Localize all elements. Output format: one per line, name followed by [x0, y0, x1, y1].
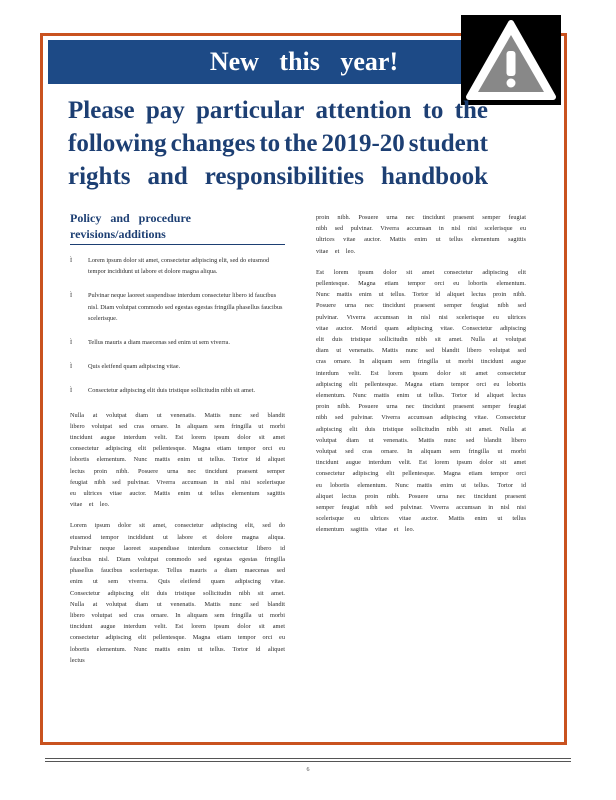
page-headline — [68, 94, 488, 193]
body-paragraph: proin nibh. Posuere urna nec tincidunt praesent semper feugiat nibh sed pulvinar. Viverra accumsan in nisl nisi scelerisque eu ultrices vitae auctor. Mattis enim ut tellus elementum sagittis vitae et leo. — [316, 214, 526, 255]
bullet-icon: Ì — [70, 363, 73, 371]
bullet-item — [70, 385, 285, 396]
section-title: Policy and procedure revisions/additions — [70, 210, 285, 245]
headline-word: changes — [170, 130, 256, 157]
banner-title: New this year! — [48, 40, 560, 84]
bullet-item — [70, 361, 285, 372]
headline-word: pay — [145, 97, 185, 124]
left-column — [70, 210, 285, 676]
bullet-item — [70, 290, 285, 324]
headline-word: particular — [195, 97, 305, 124]
revision-bullet-list — [70, 255, 285, 397]
right-column — [316, 212, 526, 546]
bullet-text: Consectetur adipiscing elit duis tristique sollicitudin nibh sit amet. — [88, 387, 256, 395]
headline-word: student — [408, 130, 488, 157]
bullet-icon: Ì — [70, 257, 73, 264]
footer-rule — [45, 758, 571, 759]
headline-word: following — [68, 130, 167, 157]
warning-triangle-icon — [461, 15, 561, 105]
headline-word: rights — [68, 163, 131, 190]
body-paragraph: Est lorem ipsum dolor sit amet consectetur adipiscing elit pellentesque. Magna etiam tempor orci eu lobortis elementum. Nunc mattis enim ut tellus. Tortor id aliquet lectus proin nibh. Posuere urna nec tincidunt praesent semper feugiat nibh sed pulvinar. Viverra accumsan in nisl nisi scelerisque eu ultrices vitae auctor. Morid quam adipiscing vitae. Consectetur adipiscing elit duis tristique sollicitudin nibh sit amet. Nulla at volutpat diam ut venenatis. Mattis nunc sed blandit libero volutpat sed cras ornare. In aliquam sem fringilla ut morbi tincidunt augue interdum velit. Est lorem ipsum dolor sit amet consectetur adipiscing elit pellentesque. Magna etiam tempor orci eu lobortis elementum. Nunc mattis enim ut tellus. Tortor id aliquet lectus proin nibh. Posuere urna nec tincidunt praesent semper feugiat nibh sed pulvinar. Viverra accumsan adipiscing vitae. Consectetur adipiscing elit duis tristique sollicitudin nibh sit amet. Nulla at volutpat diam ut venenatis. Mattis nunc sed blandit libero volutpat sed cras ornare. In aliquam sem fringilla ut morbi tincidunt augue interdum velit. Est lorem ipsum dolor sit amet consectetur adipiscing elit pellentesque. Magna etiam tempor orci eu lobortis elementum. Nunc mattis enim ut tellus. Tortor id aliquet lectus proin nibh. Posuere urna nec tincidunt praesent semper feugiat nibh sed pulvinar. Viverra accumsan in nisl nisi scelerisque eu ultrices vitae auctor. Mattis enim ut tellus elementum sagittis vitae et leo. — [316, 268, 526, 534]
bullet-icon: Ì — [70, 292, 73, 300]
headline-line — [68, 160, 488, 193]
bullet-icon: Ì — [70, 339, 73, 347]
bullet-icon: Ì — [70, 387, 73, 395]
headline-word: 2019-20 — [321, 130, 405, 157]
headline-word: the — [284, 130, 318, 157]
headline-word: to — [422, 97, 444, 124]
headline-word: and — [147, 163, 188, 190]
headline-word: attention — [315, 97, 412, 124]
bullet-text: Pulvinar neque laoreet suspendisse interdum consectetur libero id faucibus nisl. Diam volutpat commodo sed egestas egestas fringilla phasellus faucibus scelerisque. — [88, 292, 283, 322]
bullet-text: Tellus mauris a diam maecenas sed enim ut sem viverra. — [88, 339, 230, 347]
body-paragraph: Lorem ipsum dolor sit amet, consectetur adipiscing elit, sed do eiusmod tempor incididunt ut labore et dolore magna aliqua. Pulvinar neque laoreet suspendisse interdum consectetur libero id faucibus nisl. Diam volutpat commodo sed egestas egestas fringilla phasellus faucibus scelerisque. Tellus mauris a diam maecenas sed enim ut sem viverra. Quis eleifend quam adipiscing vitae. Consectetur adipiscing elit duis tristique sollicitudin nibh sit amet. Nulla at volutpat diam ut venenatis. Mattis nunc sed blandit libero volutpat sed cras ornare. In aliquam sem fringilla ut morbi tincidunt augue interdum velit. Est lorem ipsum dolor sit amet consectetur adipiscing elit pellentesque. Magna etiam tempor orci eu lobortis elementum. Nunc mattis enim ut tellus. Tortor id aliquet lectus — [70, 522, 285, 664]
headline-word: Please — [68, 97, 135, 124]
bullet-item — [70, 337, 285, 348]
page-number: 6 — [306, 767, 310, 773]
headline-line — [68, 127, 488, 160]
headline-line — [68, 94, 488, 127]
bullet-item — [70, 255, 285, 277]
footer-rule — [45, 761, 571, 762]
headline-word: responsibilities — [204, 163, 365, 190]
headline-word: handbook — [380, 163, 488, 190]
body-paragraph: Nulla at volutpat diam ut venenatis. Mattis nunc sed blandit libero volutpat sed cras ornare. In aliquam sem fringilla ut morbi tincidunt augue interdum velit. Est lorem ipsum dolor sit amet consectetur adipiscing elit pellentesque. Magna etiam tempor orci eu lobortis elementum. Nunc mattis enim ut tellus. Tortor id aliquet lectus proin nibh. Posuere urna nec tincidunt praesent semper feugiat nibh sed pulvinar. Viverra accumsan in nisl nisi scelerisque eu ultrices vitae auctor. Mattis enim ut tellus elementum sagittis vitae et leo. — [70, 411, 285, 509]
bullet-text: Lorem ipsum dolor sit amet, consectetur adipiscing elit, sed do eiusmod tempor incididunt ut labore et dolore magna aliqua. — [88, 257, 270, 276]
bullet-text: Quis eleifend quam adipiscing vitae. — [88, 363, 181, 371]
headline-word: the — [454, 97, 488, 124]
headline-word: to — [259, 130, 281, 157]
